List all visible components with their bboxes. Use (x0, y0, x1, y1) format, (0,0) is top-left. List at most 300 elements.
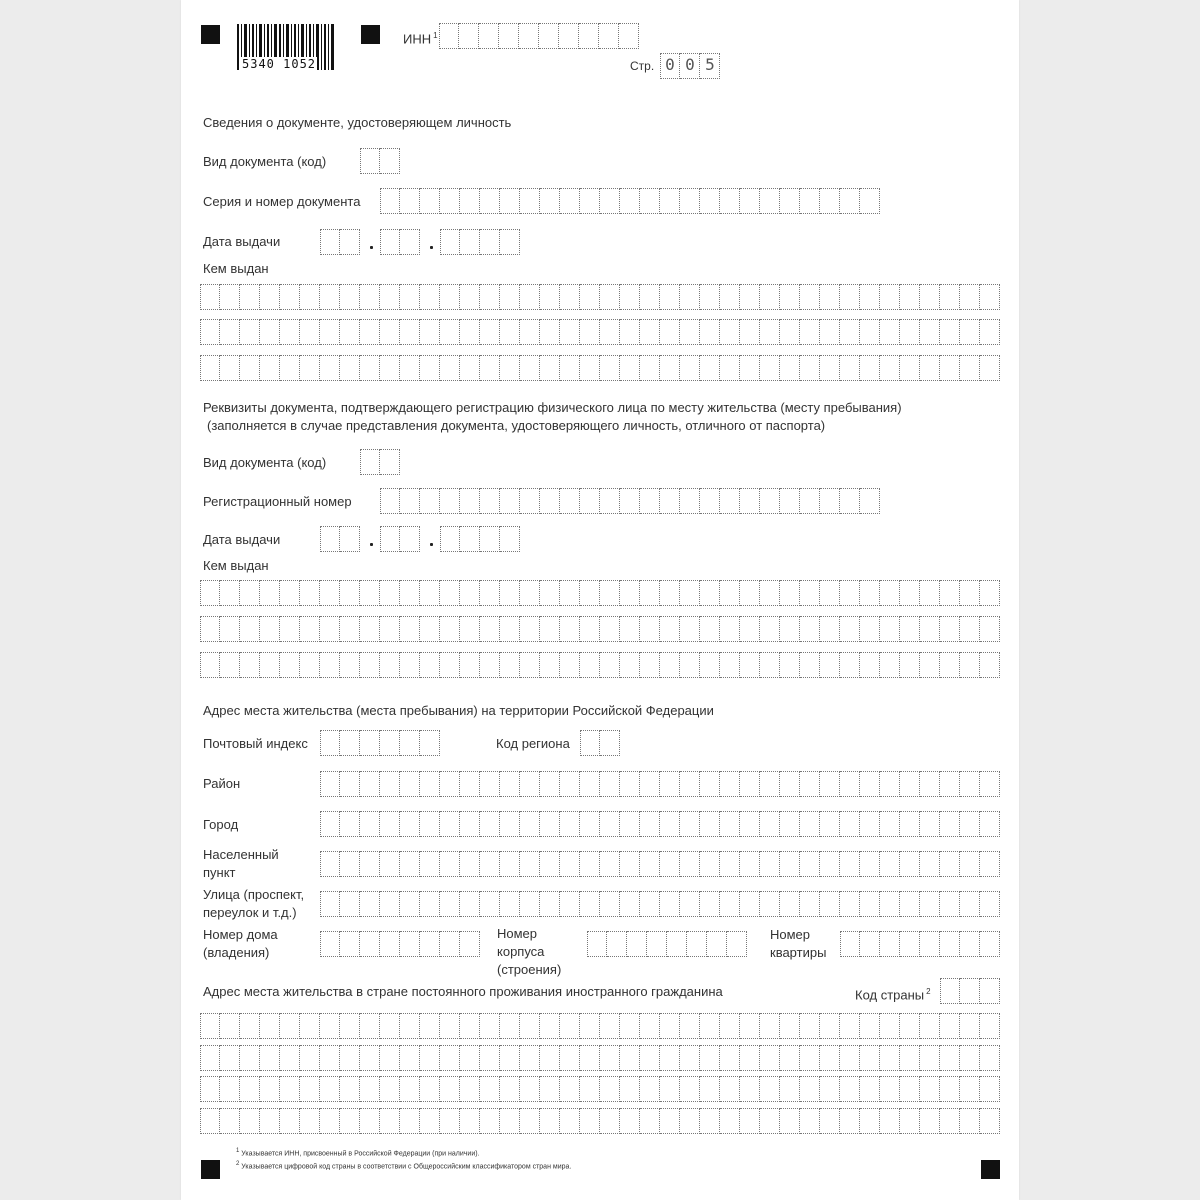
char-cell[interactable] (980, 1013, 1000, 1039)
char-cell[interactable] (700, 188, 720, 214)
char-cell[interactable] (700, 891, 720, 917)
char-cell[interactable] (220, 616, 240, 642)
char-cell[interactable] (687, 931, 707, 957)
char-cell[interactable] (440, 851, 460, 877)
char-cell[interactable] (340, 811, 360, 837)
char-cell[interactable] (600, 730, 620, 756)
char-cell[interactable] (320, 616, 340, 642)
char-cell[interactable] (700, 811, 720, 837)
char-cell[interactable] (220, 1045, 240, 1071)
char-cell[interactable] (760, 1013, 780, 1039)
char-cell[interactable] (380, 148, 400, 174)
char-cell[interactable] (940, 891, 960, 917)
char-cell[interactable] (540, 284, 560, 310)
char-cell[interactable] (500, 1013, 520, 1039)
char-cell[interactable] (380, 851, 400, 877)
char-cell[interactable] (400, 1076, 420, 1102)
char-cell[interactable] (240, 319, 260, 345)
char-cell[interactable] (880, 851, 900, 877)
char-cell[interactable] (499, 23, 519, 49)
char-cell[interactable] (400, 891, 420, 917)
char-cell[interactable] (580, 1045, 600, 1071)
char-cell[interactable] (760, 851, 780, 877)
char-cell[interactable] (900, 355, 920, 381)
char-cell[interactable] (860, 771, 880, 797)
char-cell[interactable] (680, 355, 700, 381)
char-cell[interactable] (980, 319, 1000, 345)
char-cell[interactable] (500, 851, 520, 877)
city-field[interactable] (320, 811, 1000, 837)
char-cell[interactable] (220, 1013, 240, 1039)
char-cell[interactable] (380, 284, 400, 310)
char-cell[interactable] (700, 1045, 720, 1071)
char-cell[interactable] (820, 771, 840, 797)
postal-code-field[interactable] (320, 730, 440, 756)
char-cell[interactable] (860, 1013, 880, 1039)
char-cell[interactable] (640, 488, 660, 514)
char-cell[interactable] (440, 891, 460, 917)
char-cell[interactable] (700, 851, 720, 877)
char-cell[interactable] (820, 1108, 840, 1134)
char-cell[interactable] (360, 771, 380, 797)
char-cell[interactable] (940, 580, 960, 606)
char-cell[interactable] (500, 771, 520, 797)
char-cell[interactable] (400, 811, 420, 837)
char-cell[interactable] (380, 188, 400, 214)
char-cell[interactable] (900, 851, 920, 877)
char-cell[interactable] (680, 616, 700, 642)
char-cell[interactable] (647, 931, 667, 957)
char-cell[interactable] (420, 616, 440, 642)
char-cell[interactable] (880, 580, 900, 606)
char-cell[interactable] (880, 811, 900, 837)
char-cell[interactable] (620, 188, 640, 214)
char-cell[interactable] (340, 355, 360, 381)
char-cell[interactable] (519, 23, 539, 49)
char-cell[interactable] (580, 1013, 600, 1039)
char-cell[interactable] (740, 284, 760, 310)
char-cell[interactable] (900, 1076, 920, 1102)
char-cell[interactable] (440, 1076, 460, 1102)
char-cell[interactable] (620, 771, 640, 797)
char-cell[interactable] (800, 1108, 820, 1134)
char-cell[interactable] (560, 580, 580, 606)
char-cell[interactable] (400, 771, 420, 797)
char-cell[interactable] (580, 616, 600, 642)
char-cell[interactable] (540, 319, 560, 345)
char-cell[interactable] (980, 978, 1000, 1004)
char-cell[interactable] (900, 811, 920, 837)
char-cell[interactable] (400, 1045, 420, 1071)
char-cell[interactable] (800, 319, 820, 345)
char-cell[interactable] (860, 188, 880, 214)
char-cell[interactable] (640, 319, 660, 345)
char-cell[interactable] (320, 1045, 340, 1071)
char-cell[interactable] (700, 652, 720, 678)
char-cell[interactable] (840, 931, 860, 957)
char-cell[interactable] (840, 616, 860, 642)
char-cell[interactable] (780, 891, 800, 917)
char-cell[interactable] (560, 771, 580, 797)
char-cell[interactable] (780, 616, 800, 642)
char-cell[interactable] (380, 488, 400, 514)
char-cell[interactable] (460, 188, 480, 214)
char-cell[interactable] (760, 616, 780, 642)
char-cell[interactable] (360, 449, 380, 475)
char-cell[interactable] (200, 616, 220, 642)
char-cell[interactable] (360, 891, 380, 917)
char-cell[interactable] (660, 1108, 680, 1134)
char-cell[interactable] (740, 488, 760, 514)
char-cell[interactable] (720, 1108, 740, 1134)
char-cell[interactable] (520, 851, 540, 877)
char-cell[interactable] (760, 1076, 780, 1102)
char-cell[interactable] (320, 851, 340, 877)
char-cell[interactable] (340, 580, 360, 606)
char-cell[interactable] (740, 1045, 760, 1071)
char-cell[interactable] (900, 284, 920, 310)
char-cell[interactable] (600, 1045, 620, 1071)
char-cell[interactable] (500, 355, 520, 381)
char-cell[interactable] (500, 1076, 520, 1102)
char-cell[interactable] (800, 616, 820, 642)
char-cell[interactable] (480, 580, 500, 606)
char-cell[interactable] (320, 931, 340, 957)
char-cell[interactable] (380, 616, 400, 642)
char-cell[interactable] (780, 319, 800, 345)
char-cell[interactable] (520, 1013, 540, 1039)
char-cell[interactable] (760, 488, 780, 514)
char-cell[interactable] (580, 580, 600, 606)
char-cell[interactable] (820, 616, 840, 642)
char-cell[interactable] (880, 1076, 900, 1102)
char-cell[interactable] (560, 891, 580, 917)
char-cell[interactable] (500, 1108, 520, 1134)
char-cell[interactable] (820, 319, 840, 345)
char-cell[interactable] (420, 1076, 440, 1102)
char-cell[interactable] (640, 811, 660, 837)
char-cell[interactable] (380, 229, 400, 255)
char-cell[interactable] (220, 319, 240, 345)
char-cell[interactable] (440, 616, 460, 642)
char-cell[interactable] (460, 319, 480, 345)
identity-issued-by-row-1[interactable] (200, 284, 1000, 310)
char-cell[interactable] (980, 931, 1000, 957)
char-cell[interactable] (480, 188, 500, 214)
char-cell[interactable] (480, 1013, 500, 1039)
char-cell[interactable] (380, 355, 400, 381)
char-cell[interactable] (640, 616, 660, 642)
char-cell[interactable] (627, 931, 647, 957)
char-cell[interactable] (459, 23, 479, 49)
char-cell[interactable] (300, 580, 320, 606)
char-cell[interactable] (680, 188, 700, 214)
char-cell[interactable] (820, 1076, 840, 1102)
char-cell[interactable] (920, 851, 940, 877)
char-cell[interactable] (240, 355, 260, 381)
char-cell[interactable] (480, 851, 500, 877)
char-cell[interactable] (660, 1076, 680, 1102)
char-cell[interactable] (540, 811, 560, 837)
char-cell[interactable] (560, 188, 580, 214)
char-cell[interactable] (360, 811, 380, 837)
char-cell[interactable] (580, 652, 600, 678)
char-cell[interactable] (980, 284, 1000, 310)
char-cell[interactable] (960, 1108, 980, 1134)
char-cell[interactable] (600, 616, 620, 642)
char-cell[interactable] (480, 891, 500, 917)
foreign-address-row-4[interactable] (200, 1108, 1000, 1134)
char-cell[interactable] (440, 355, 460, 381)
char-cell[interactable] (500, 616, 520, 642)
char-cell[interactable] (480, 1108, 500, 1134)
char-cell[interactable] (400, 188, 420, 214)
char-cell[interactable] (400, 931, 420, 957)
char-cell[interactable] (860, 284, 880, 310)
char-cell[interactable] (880, 355, 900, 381)
char-cell[interactable] (400, 355, 420, 381)
char-cell[interactable] (520, 891, 540, 917)
char-cell[interactable] (620, 652, 640, 678)
char-cell[interactable] (560, 652, 580, 678)
char-cell[interactable] (980, 652, 1000, 678)
char-cell[interactable] (420, 355, 440, 381)
char-cell[interactable] (400, 851, 420, 877)
char-cell[interactable] (320, 580, 340, 606)
char-cell[interactable] (500, 1045, 520, 1071)
char-cell[interactable] (660, 616, 680, 642)
char-cell[interactable] (340, 1013, 360, 1039)
char-cell[interactable] (820, 488, 840, 514)
char-cell[interactable] (360, 851, 380, 877)
char-cell[interactable] (280, 355, 300, 381)
char-cell[interactable] (620, 319, 640, 345)
char-cell[interactable] (540, 1013, 560, 1039)
char-cell[interactable] (820, 811, 840, 837)
char-cell[interactable] (707, 931, 727, 957)
foreign-address-row-1[interactable] (200, 1013, 1000, 1039)
char-cell[interactable] (607, 931, 627, 957)
char-cell[interactable] (960, 1013, 980, 1039)
char-cell[interactable] (500, 580, 520, 606)
char-cell[interactable] (700, 284, 720, 310)
char-cell[interactable] (680, 1045, 700, 1071)
char-cell[interactable] (580, 1108, 600, 1134)
char-cell[interactable] (860, 811, 880, 837)
char-cell[interactable] (800, 652, 820, 678)
char-cell[interactable] (460, 1076, 480, 1102)
char-cell[interactable] (660, 1013, 680, 1039)
char-cell[interactable] (200, 319, 220, 345)
char-cell[interactable] (480, 652, 500, 678)
char-cell[interactable] (220, 652, 240, 678)
char-cell[interactable] (400, 526, 420, 552)
identity-issue-month-field[interactable] (380, 229, 420, 255)
char-cell[interactable] (920, 652, 940, 678)
char-cell[interactable] (540, 580, 560, 606)
char-cell[interactable] (540, 488, 560, 514)
country-code-field[interactable] (940, 978, 1000, 1004)
char-cell[interactable] (960, 616, 980, 642)
char-cell[interactable] (980, 1076, 1000, 1102)
char-cell[interactable] (480, 616, 500, 642)
char-cell[interactable] (300, 616, 320, 642)
char-cell[interactable] (840, 580, 860, 606)
char-cell[interactable] (980, 851, 1000, 877)
char-cell[interactable] (340, 1108, 360, 1134)
char-cell[interactable] (620, 1045, 640, 1071)
char-cell[interactable] (480, 319, 500, 345)
char-cell[interactable] (980, 891, 1000, 917)
char-cell[interactable] (320, 1013, 340, 1039)
char-cell[interactable] (440, 811, 460, 837)
char-cell[interactable] (980, 616, 1000, 642)
char-cell[interactable] (960, 319, 980, 345)
char-cell[interactable] (320, 891, 340, 917)
char-cell[interactable] (800, 580, 820, 606)
char-cell[interactable] (880, 891, 900, 917)
char-cell[interactable] (800, 355, 820, 381)
char-cell[interactable] (900, 931, 920, 957)
char-cell[interactable] (340, 1076, 360, 1102)
char-cell[interactable] (820, 188, 840, 214)
char-cell[interactable] (560, 488, 580, 514)
char-cell[interactable] (500, 891, 520, 917)
char-cell[interactable] (320, 284, 340, 310)
char-cell[interactable] (680, 771, 700, 797)
char-cell[interactable] (720, 891, 740, 917)
char-cell[interactable] (620, 1076, 640, 1102)
char-cell[interactable] (660, 891, 680, 917)
char-cell[interactable] (840, 1045, 860, 1071)
char-cell[interactable] (380, 580, 400, 606)
char-cell[interactable] (760, 1045, 780, 1071)
identity-series-number-field[interactable] (380, 188, 880, 214)
char-cell[interactable] (820, 891, 840, 917)
char-cell[interactable] (460, 526, 480, 552)
char-cell[interactable] (680, 488, 700, 514)
char-cell[interactable] (340, 284, 360, 310)
char-cell[interactable] (440, 931, 460, 957)
char-cell[interactable] (380, 652, 400, 678)
char-cell[interactable] (580, 319, 600, 345)
char-cell[interactable] (740, 1076, 760, 1102)
identity-issued-by-row-3[interactable] (200, 355, 1000, 381)
char-cell[interactable] (320, 771, 340, 797)
char-cell[interactable] (900, 580, 920, 606)
char-cell[interactable] (780, 771, 800, 797)
char-cell[interactable] (500, 526, 520, 552)
char-cell[interactable] (760, 580, 780, 606)
char-cell[interactable] (320, 526, 340, 552)
char-cell[interactable] (620, 284, 640, 310)
char-cell[interactable] (520, 1076, 540, 1102)
char-cell[interactable] (540, 851, 560, 877)
char-cell[interactable] (440, 188, 460, 214)
char-cell[interactable] (440, 488, 460, 514)
char-cell[interactable] (360, 148, 380, 174)
char-cell[interactable] (600, 319, 620, 345)
char-cell[interactable] (620, 616, 640, 642)
char-cell[interactable] (820, 1013, 840, 1039)
char-cell[interactable] (340, 730, 360, 756)
char-cell[interactable] (880, 771, 900, 797)
char-cell[interactable] (260, 580, 280, 606)
char-cell[interactable] (840, 1108, 860, 1134)
char-cell[interactable] (440, 1108, 460, 1134)
char-cell[interactable] (280, 1108, 300, 1134)
char-cell[interactable] (420, 488, 440, 514)
char-cell[interactable] (980, 1045, 1000, 1071)
char-cell[interactable] (860, 931, 880, 957)
char-cell[interactable] (560, 851, 580, 877)
char-cell[interactable] (940, 1013, 960, 1039)
char-cell[interactable] (780, 488, 800, 514)
registration-issued-by-row-3[interactable] (200, 652, 1000, 678)
char-cell[interactable] (600, 652, 620, 678)
char-cell[interactable] (480, 526, 500, 552)
char-cell[interactable] (980, 1108, 1000, 1134)
char-cell[interactable] (760, 355, 780, 381)
char-cell[interactable] (680, 580, 700, 606)
char-cell[interactable] (420, 188, 440, 214)
char-cell[interactable] (400, 1013, 420, 1039)
char-cell[interactable] (600, 284, 620, 310)
char-cell[interactable] (220, 284, 240, 310)
char-cell[interactable] (600, 1108, 620, 1134)
inn-field[interactable] (439, 23, 639, 49)
char-cell[interactable] (320, 652, 340, 678)
char-cell[interactable] (940, 771, 960, 797)
char-cell[interactable] (600, 851, 620, 877)
char-cell[interactable] (660, 652, 680, 678)
char-cell[interactable] (420, 730, 440, 756)
char-cell[interactable] (580, 891, 600, 917)
char-cell[interactable] (600, 1013, 620, 1039)
char-cell[interactable] (360, 1013, 380, 1039)
char-cell[interactable] (579, 23, 599, 49)
char-cell[interactable] (200, 284, 220, 310)
char-cell[interactable] (599, 23, 619, 49)
char-cell[interactable] (720, 319, 740, 345)
char-cell[interactable] (880, 1013, 900, 1039)
char-cell[interactable] (740, 580, 760, 606)
char-cell[interactable] (587, 931, 607, 957)
char-cell[interactable] (560, 1108, 580, 1134)
char-cell[interactable] (380, 319, 400, 345)
char-cell[interactable] (760, 188, 780, 214)
char-cell[interactable] (480, 771, 500, 797)
char-cell[interactable] (280, 1076, 300, 1102)
char-cell[interactable] (760, 811, 780, 837)
char-cell[interactable] (380, 1076, 400, 1102)
char-cell[interactable] (580, 811, 600, 837)
identity-issued-by-row-2[interactable] (200, 319, 1000, 345)
char-cell[interactable] (660, 580, 680, 606)
char-cell[interactable] (360, 652, 380, 678)
char-cell[interactable] (880, 1108, 900, 1134)
char-cell[interactable] (900, 319, 920, 345)
region-code-field[interactable] (580, 730, 620, 756)
char-cell[interactable] (440, 526, 460, 552)
char-cell[interactable] (980, 355, 1000, 381)
char-cell[interactable] (920, 355, 940, 381)
char-cell[interactable] (780, 580, 800, 606)
char-cell[interactable] (940, 1108, 960, 1134)
char-cell[interactable] (960, 978, 980, 1004)
char-cell[interactable] (560, 811, 580, 837)
char-cell[interactable] (640, 771, 660, 797)
